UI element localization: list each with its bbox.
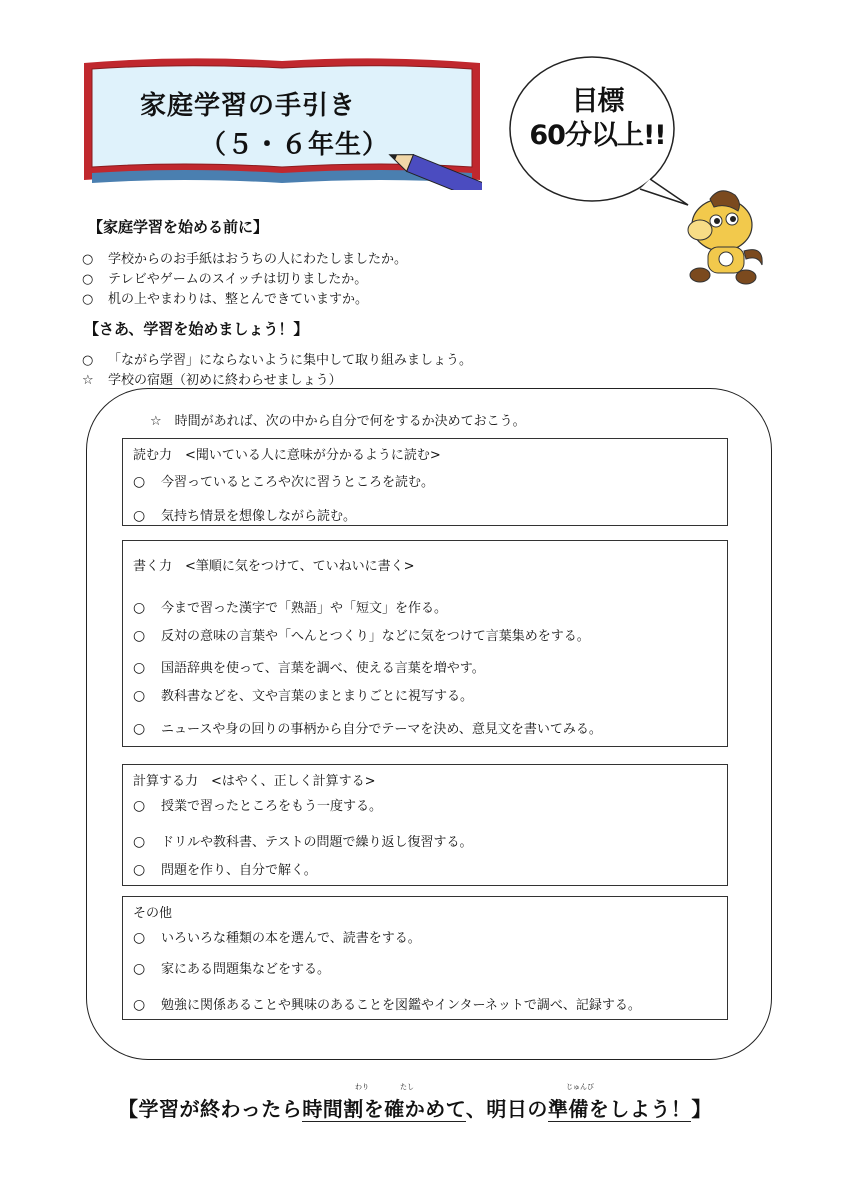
circle-mark: ○: [133, 862, 146, 878]
start-item-text: 「ながら学習」にならないように集中して取り組みましょう。: [108, 353, 473, 368]
circle-mark: ○: [133, 628, 146, 644]
circle-mark: ○: [133, 508, 146, 524]
list-item-text: 問題を作り、自分で解く。: [161, 863, 317, 878]
list-item-text: ドリルや教科書、テストの問題で繰り返し復習する。: [161, 835, 473, 850]
list-item-text: 今習っているところや次に習うところを読む。: [161, 475, 435, 490]
list-item: [133, 471, 434, 490]
list-item-text: 勉強に関係あることや興味のあることを図鑑やインターネットで調べ、記録する。: [161, 998, 641, 1013]
list-item: [133, 657, 485, 676]
circle-mark: ○: [133, 474, 146, 490]
goal-line-2: 60分以上!!: [529, 120, 666, 151]
reminder-part-1: 学習が終わったら: [138, 1097, 303, 1121]
writing-skill-box: [122, 540, 728, 747]
start-item: [82, 349, 472, 368]
grade-subtitle: （５・６年生）: [200, 130, 390, 160]
before-item-text: 学校からのお手紙はおうちの人にわたしましたか。: [108, 252, 408, 267]
circle-mark: ○: [133, 600, 146, 616]
list-item-text: 反対の意味の言葉や「へんとつくり」などに気をつけて言葉集めをする。: [161, 629, 590, 644]
list-item-text: 教科書などを、文や言葉のまとまりごとに視写する。: [161, 689, 474, 704]
list-item-text: 授業で習ったところをもう一度する。: [161, 799, 383, 814]
list-item: [133, 685, 473, 704]
page-title: 家庭学習の手引き: [140, 91, 357, 121]
list-item: [133, 505, 356, 524]
list-item: [133, 718, 602, 737]
calculation-skill-heading: 計算する力 <はやく、正しく計算する>: [133, 774, 376, 789]
star-icon: ☆: [82, 373, 94, 388]
bracket-close: 】: [691, 1097, 712, 1121]
list-item: [133, 994, 641, 1013]
before-item: [82, 248, 407, 267]
ruby-wari: わり: [355, 1083, 369, 1091]
circle-mark: ○: [133, 688, 146, 704]
before-study-heading: 【家庭学習を始める前に】: [88, 218, 269, 236]
before-item: [82, 268, 367, 287]
calculation-skill-box: [122, 764, 728, 886]
writing-skill-heading: 書く力 <筆順に気をつけて、ていねいに書く>: [133, 559, 415, 574]
other-activities-heading: その他: [133, 906, 173, 921]
before-item: [82, 288, 368, 307]
list-item-text: 今まで習った漢字で「熟語」や「短文」を作る。: [161, 601, 448, 616]
title-book-graphic: [82, 55, 482, 190]
circle-mark: ○: [133, 721, 146, 737]
bracket-open: 【: [118, 1097, 139, 1121]
reminder-part-2: 時間割を確かめて: [302, 1097, 466, 1121]
optional-activities-hint: ☆ 時間があれば、次の中から自分で何をするか決めておこう。: [150, 414, 526, 429]
list-item-text: いろいろな種類の本を選んで、読書をする。: [161, 931, 421, 946]
reminder-part-3: 、明日の: [465, 1097, 548, 1121]
circle-mark: ○: [133, 997, 146, 1013]
reminder-part-4: 準備をしよう！: [547, 1097, 692, 1121]
list-item: [133, 958, 330, 977]
list-item-text: 国語辞典を使って、言葉を調べ、使える言葉を増やす。: [161, 661, 485, 676]
circle-mark: ○: [133, 798, 146, 814]
ruby-tashi: たし: [400, 1083, 414, 1091]
start-study-heading: 【さあ、学習を始めましょう！】: [84, 320, 309, 338]
start-item: [82, 369, 342, 388]
circle-mark: ○: [133, 834, 146, 850]
other-activities-box: [122, 896, 728, 1020]
start-item-text: 学校の宿題（初めに終わらせましょう）: [108, 373, 342, 388]
circle-mark: ○: [133, 930, 146, 946]
before-item-text: 机の上やまわりは、整とんできていますか。: [108, 292, 369, 307]
list-item: [133, 625, 590, 644]
circle-mark: ○: [82, 353, 94, 368]
goal-line-1: 目標: [571, 86, 624, 117]
list-item: [133, 831, 472, 850]
reading-skill-box: [122, 438, 728, 526]
before-item-text: テレビやゲームのスイッチは切りましたか。: [108, 272, 368, 287]
list-item-text: 家にある問題集などをする。: [161, 962, 331, 977]
ruby-junbi: じゅんび: [566, 1083, 594, 1091]
circle-mark: ○: [82, 292, 94, 307]
list-item-text: ニュースや身の回りの事柄から自分でテーマを決め、意見文を書いてみる。: [161, 722, 602, 737]
list-item: [133, 927, 421, 946]
circle-mark: ○: [133, 961, 146, 977]
horse-mascot-icon: [680, 185, 770, 290]
list-item-text: 気持ち情景を想像しながら読む。: [161, 509, 357, 524]
goal-text: [520, 85, 675, 153]
list-item: [133, 597, 447, 616]
circle-mark: ○: [133, 660, 146, 676]
list-item: [133, 795, 382, 814]
closing-reminder: [118, 1093, 712, 1122]
circle-mark: ○: [82, 272, 94, 287]
list-item: [133, 859, 317, 878]
reading-skill-heading: 読む力 <聞いている人に意味が分かるように読む>: [133, 448, 441, 463]
circle-mark: ○: [82, 252, 94, 267]
